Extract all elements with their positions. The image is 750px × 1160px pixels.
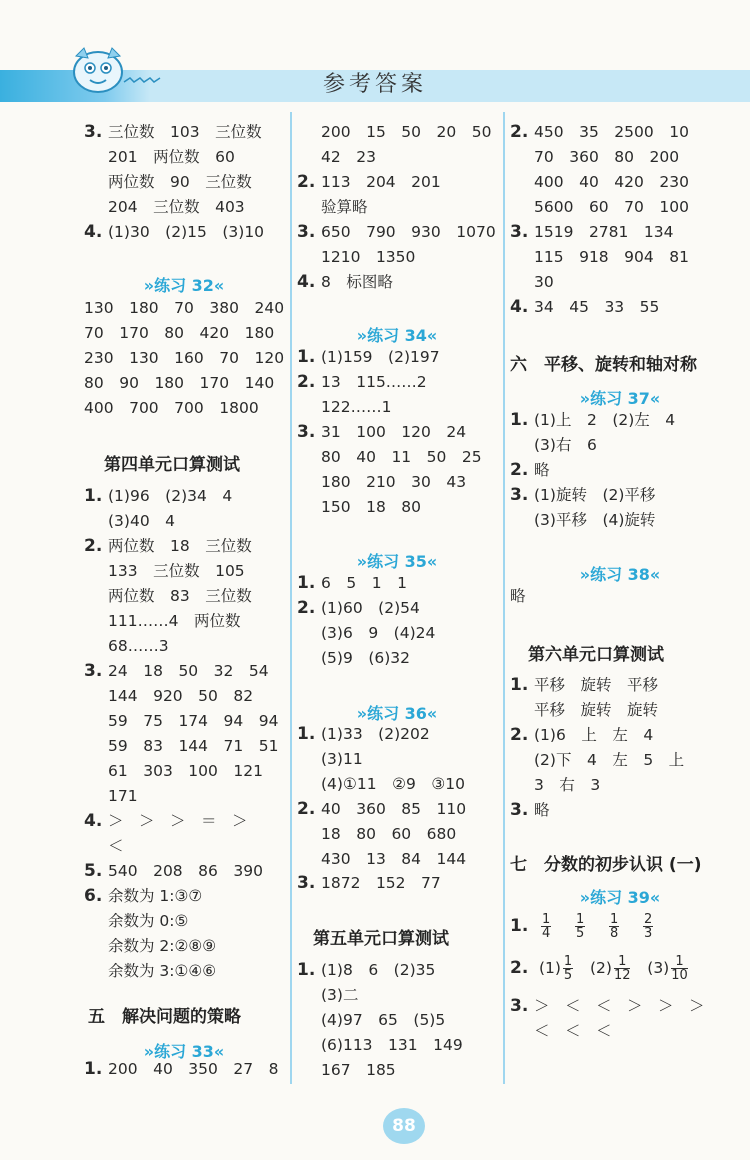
- exercise-heading: »练习 33«: [143, 1042, 225, 1061]
- answer-line: 430 13 84 144: [321, 850, 467, 868]
- answer-line: 3. 略: [510, 800, 550, 820]
- answer-line: 1. 200 40 350 27 8: [84, 1059, 279, 1079]
- fraction: $\frac{1}{4}$: [541, 912, 551, 941]
- exercise-heading: »练习 37«: [579, 389, 661, 408]
- answer-line: 68……3: [108, 637, 169, 655]
- answer-line: 4. 34 45 33 55: [510, 297, 660, 317]
- answer-line: 验算略: [321, 198, 368, 216]
- answer-line: 122……1: [321, 398, 392, 416]
- answer-line: 5600 60 70 100: [534, 198, 689, 216]
- answer-line: 80 90 180 170 140: [84, 374, 275, 392]
- answer-line: 2. 两位数 18 三位数: [84, 536, 252, 556]
- answer-line: 平移 旋转 旋转: [534, 701, 659, 719]
- answer-line: 150 18 80: [321, 498, 422, 516]
- chapter-heading: 六 平移、旋转和轴对称: [510, 355, 697, 375]
- answer-line: 2. (1)60 (2)54: [297, 598, 420, 618]
- answer-line: (3)右 6: [534, 436, 597, 454]
- page-title: 参考答案: [322, 72, 427, 97]
- answer-line: 两位数 83 三位数: [108, 587, 252, 605]
- unit-test-heading: 第六单元口算测试: [528, 645, 664, 665]
- answer-line: (3)40 4: [108, 512, 176, 530]
- answer-line: 4. (1)30 (2)15 (3)10: [84, 222, 265, 242]
- answer-line: (3)平移 (4)旋转: [534, 511, 656, 529]
- fraction-answer-line: 2. (1) $\frac{1}{5}$ (2) $\frac{1}{12}$ (3) $\frac{1}{10}$: [510, 954, 688, 983]
- answer-line: 115 918 904 81: [534, 248, 689, 266]
- answer-line: 2. 13 115……2: [297, 372, 427, 392]
- answer-line: 6. 余数为 1:③⑦: [84, 886, 203, 906]
- answer-line: 59 75 174 94 94: [108, 712, 279, 730]
- answer-line: 70 170 80 420 180: [84, 324, 275, 342]
- answer-line: (5)9 (6)32: [321, 649, 410, 667]
- answer-line: 4. 8 标图略: [297, 272, 393, 292]
- answer-line: (3)6 9 (4)24: [321, 624, 436, 642]
- unit-test-heading: 第四单元口算测试: [104, 455, 240, 475]
- answer-line: 167 185: [321, 1061, 396, 1079]
- answer-line: 144 920 50 82: [108, 687, 254, 705]
- answer-line: 1. 6 5 1 1: [297, 573, 407, 593]
- answer-line: 3. 31 100 120 24: [297, 422, 467, 442]
- exercise-heading: »练习 39«: [579, 888, 661, 907]
- fraction: $\frac{1}{12}$: [613, 954, 631, 983]
- fraction-answer-line: 1. $\frac{1}{4}$ $\frac{1}{5}$ $\frac{1}{8}$ $\frac{2}{3}$: [510, 912, 653, 941]
- unit-test-heading: 第五单元口算测试: [313, 929, 449, 949]
- answer-line: 230 130 160 70 120: [84, 349, 285, 367]
- answer-line: 3. 24 18 50 32 54: [84, 661, 269, 681]
- page-header: [0, 0, 750, 110]
- fraction: $\frac{2}{3}$: [643, 912, 653, 941]
- answer-line: 70 360 80 200: [534, 148, 680, 166]
- fraction: $\frac{1}{10}$: [671, 954, 688, 983]
- answer-line: 1. (1)33 (2)202: [297, 724, 430, 744]
- answer-line: 130 180 70 380 240: [84, 299, 285, 317]
- chapter-heading: 五 解决问题的策略: [88, 1007, 241, 1027]
- answer-line: 2. 450 35 2500 10: [510, 122, 689, 142]
- fraction: $\frac{1}{5}$: [563, 954, 573, 983]
- answer-line: 略: [510, 587, 526, 605]
- answer-line: 3. 三位数 103 三位数: [84, 122, 262, 142]
- answer-line: 30: [534, 273, 554, 291]
- answer-line: 42 23: [321, 148, 376, 166]
- answer-line: 204 三位数 403: [108, 198, 245, 216]
- column-divider-1: [290, 112, 292, 1084]
- answer-line: 201 两位数 60: [108, 148, 235, 166]
- answer-line: 1. (1)159 (2)197: [297, 347, 440, 367]
- answer-line: 1. (1)96 (2)34 4: [84, 486, 233, 506]
- answer-line: 18 80 60 680: [321, 825, 457, 843]
- answer-line: (6)113 131 149: [321, 1036, 463, 1054]
- answer-line: 200 15 50 20 50: [321, 123, 492, 141]
- answer-line: 余数为 3:①④⑥: [108, 962, 217, 980]
- answer-line: 3 右 3: [534, 776, 601, 794]
- chapter-heading: 七 分数的初步认识 (一): [510, 855, 702, 875]
- answer-line: 3. 1872 152 77: [297, 873, 441, 893]
- answer-line: 余数为 2:②⑧⑨: [108, 937, 217, 955]
- answer-line: 400 700 700 1800: [84, 399, 259, 417]
- answer-line: 111……4 两位数: [108, 612, 241, 630]
- answer-line: (3)二: [321, 986, 359, 1004]
- answer-line: 1. 平移 旋转 平移: [510, 675, 659, 695]
- answer-line: 3. 650 790 930 1070: [297, 222, 496, 242]
- exercise-heading: »练习 34«: [356, 326, 438, 345]
- answer-line: 两位数 90 三位数: [108, 173, 252, 191]
- answer-line: (2)下 4 左 5 上: [534, 751, 685, 769]
- exercise-heading: »练习 35«: [356, 552, 438, 571]
- answer-line: 133 三位数 105: [108, 562, 245, 580]
- answer-line: 2. 40 360 85 110: [297, 799, 467, 819]
- answer-line: 1. (1)上 2 (2)左 4: [510, 410, 676, 430]
- answer-line: 2. (1)6 上 左 4: [510, 725, 654, 745]
- answer-line: (3)11: [321, 750, 363, 768]
- exercise-heading: »练习 36«: [356, 704, 438, 723]
- answer-line: 2. 略: [510, 460, 550, 480]
- answer-line: 4. ＞ ＞ ＞ ＝ ＞: [84, 811, 248, 831]
- answer-line: 400 40 420 230: [534, 173, 689, 191]
- fraction: $\frac{1}{5}$: [575, 912, 585, 941]
- page-number: 88: [383, 1108, 425, 1144]
- answer-line: 5. 540 208 86 390: [84, 861, 263, 881]
- answer-line: ＜ ＜ ＜: [534, 1022, 612, 1040]
- answer-line: ＜: [108, 837, 124, 855]
- answer-line: 80 40 11 50 25: [321, 448, 482, 466]
- fraction: $\frac{1}{8}$: [609, 912, 619, 941]
- answer-line: 3. ＞ ＜ ＜ ＞ ＞ ＞: [510, 996, 705, 1016]
- answer-line: 1210 1350: [321, 248, 416, 266]
- answer-line: 61 303 100 121: [108, 762, 263, 780]
- answer-line: (4)97 65 (5)5: [321, 1011, 446, 1029]
- exercise-heading: »练习 38«: [579, 565, 661, 584]
- answer-line: 1. (1)8 6 (2)35: [297, 960, 436, 980]
- answer-line: 2. 113 204 201: [297, 172, 441, 192]
- exercise-heading: »练习 32«: [143, 276, 225, 295]
- column-divider-2: [503, 112, 505, 1084]
- answer-line: 3. (1)旋转 (2)平移: [510, 485, 656, 505]
- answer-line: 59 83 144 71 51: [108, 737, 279, 755]
- answer-line: (4)①11 ②9 ③10: [321, 775, 465, 793]
- answer-line: 余数为 0:⑤: [108, 912, 189, 930]
- answer-line: 180 210 30 43: [321, 473, 467, 491]
- answer-line: 3. 1519 2781 134: [510, 222, 674, 242]
- answer-line: 171: [108, 787, 138, 805]
